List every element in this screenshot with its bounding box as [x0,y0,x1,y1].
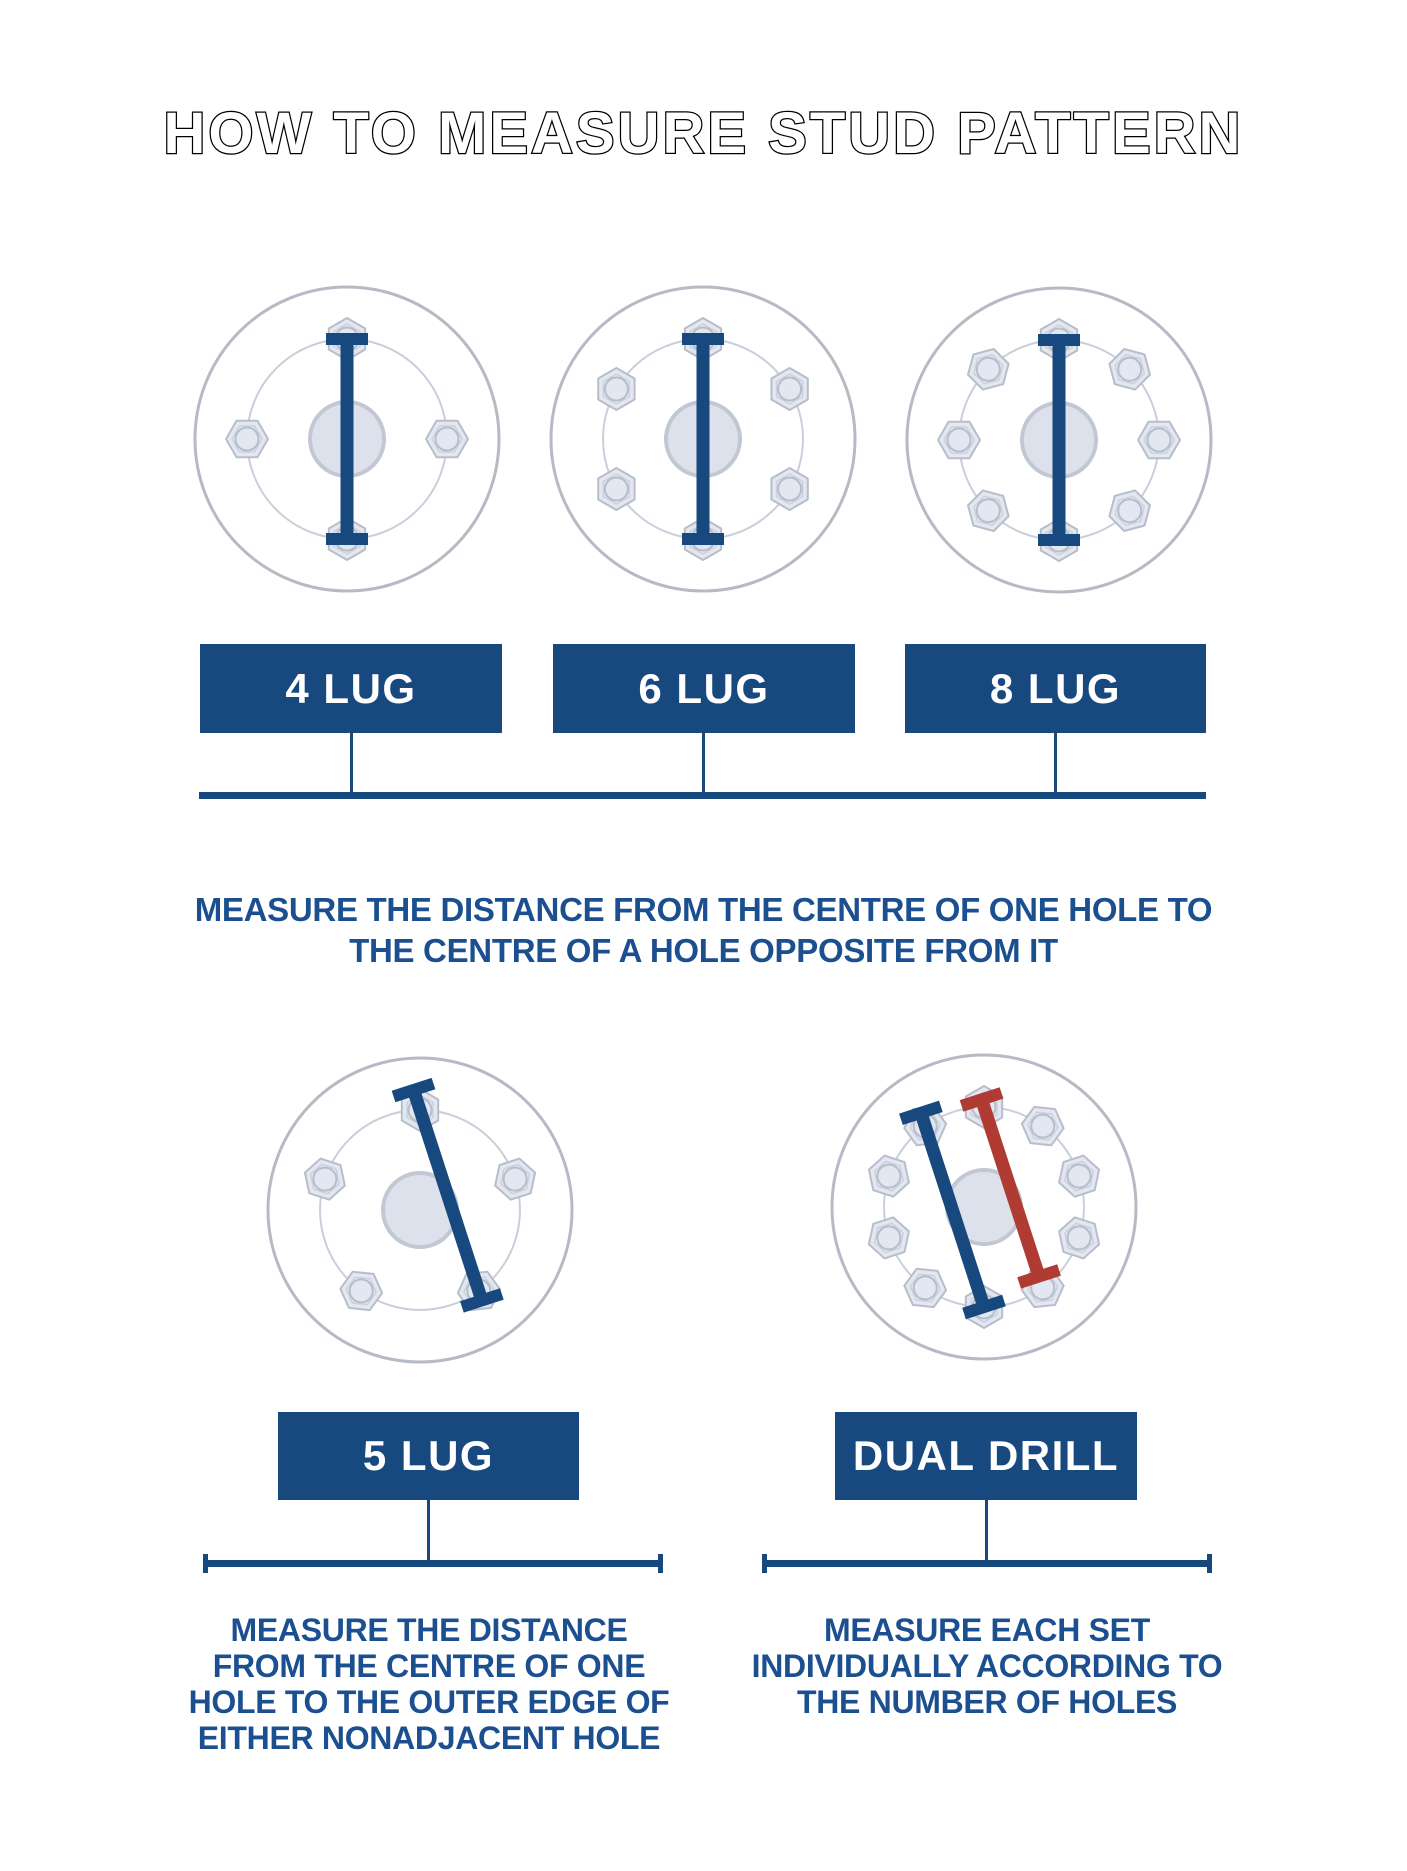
label-4-lug: 4 LUG [285,664,417,712]
lug-nut [598,468,634,510]
lug-nut [226,421,268,457]
lug-nut [771,368,807,410]
label-5-lug: 5 LUG [362,1432,495,1479]
lug-nut [1138,422,1180,458]
label-box-5-lug [278,1412,579,1500]
label-6-lug: 6 LUG [638,664,770,712]
wheel-6-lug-diagram [543,279,863,599]
lug5-svg [260,1050,580,1370]
lug8-svg [899,280,1219,600]
five-lug-caption-line-2: FROM THE CENTRE OF ONE [212,1648,646,1684]
five-lug-rule [203,1560,663,1567]
lug-nut [426,421,468,457]
lug-nut [771,468,807,510]
top-caption [0,889,1407,971]
wheel-4-lug-diagram [187,279,507,599]
dual-drill-caption-line-2: INDIVIDUALLY ACCORDING TO [751,1648,1223,1684]
lug-nut [598,368,634,410]
five-lug-caption [129,1612,729,1756]
top-caption-line-1: MEASURE THE DISTANCE FROM THE CENTRE OF ONE HOLE TO [194,891,1213,928]
connector-dual-drill [985,1500,988,1563]
connector-6-lug [702,733,705,796]
wheel-8-lug-diagram [899,280,1219,600]
page-title: HOW TO MEASURE STUD PATTERN [163,101,1244,166]
wheel-dual-drill-diagram [824,1047,1144,1367]
connector-8-lug [1054,733,1057,796]
label-box-4-lug [200,644,502,733]
dual-drill-caption-line-1: MEASURE EACH SET [824,1612,1150,1648]
label-box-dual-drill [835,1412,1137,1500]
lug4-svg [187,279,507,599]
connector-4-lug [350,733,353,796]
lug-nut [938,422,980,458]
dual-svg [824,1047,1144,1367]
label-box-6-lug [553,644,855,733]
top-group-rule [199,792,1206,799]
top-caption-line-2: THE CENTRE OF A HOLE OPPOSITE FROM IT [349,932,1058,969]
label-dual-drill: DUAL DRILL [852,1432,1120,1479]
dual-drill-caption [687,1612,1287,1720]
connector-5-lug [427,1500,430,1563]
five-lug-caption-line-3: HOLE TO THE OUTER EDGE OF [188,1684,670,1720]
label-8-lug: 8 LUG [989,664,1122,712]
label-box-8-lug [905,644,1206,733]
dual-drill-rule [762,1560,1212,1567]
five-lug-caption-line-4: EITHER NONADJACENT HOLE [197,1720,661,1756]
five-lug-caption-line-1: MEASURE THE DISTANCE [230,1612,628,1648]
wheel-5-lug-diagram [260,1050,580,1370]
lug6-svg [543,279,863,599]
dual-drill-caption-line-3: THE NUMBER OF HOLES [796,1684,1178,1720]
